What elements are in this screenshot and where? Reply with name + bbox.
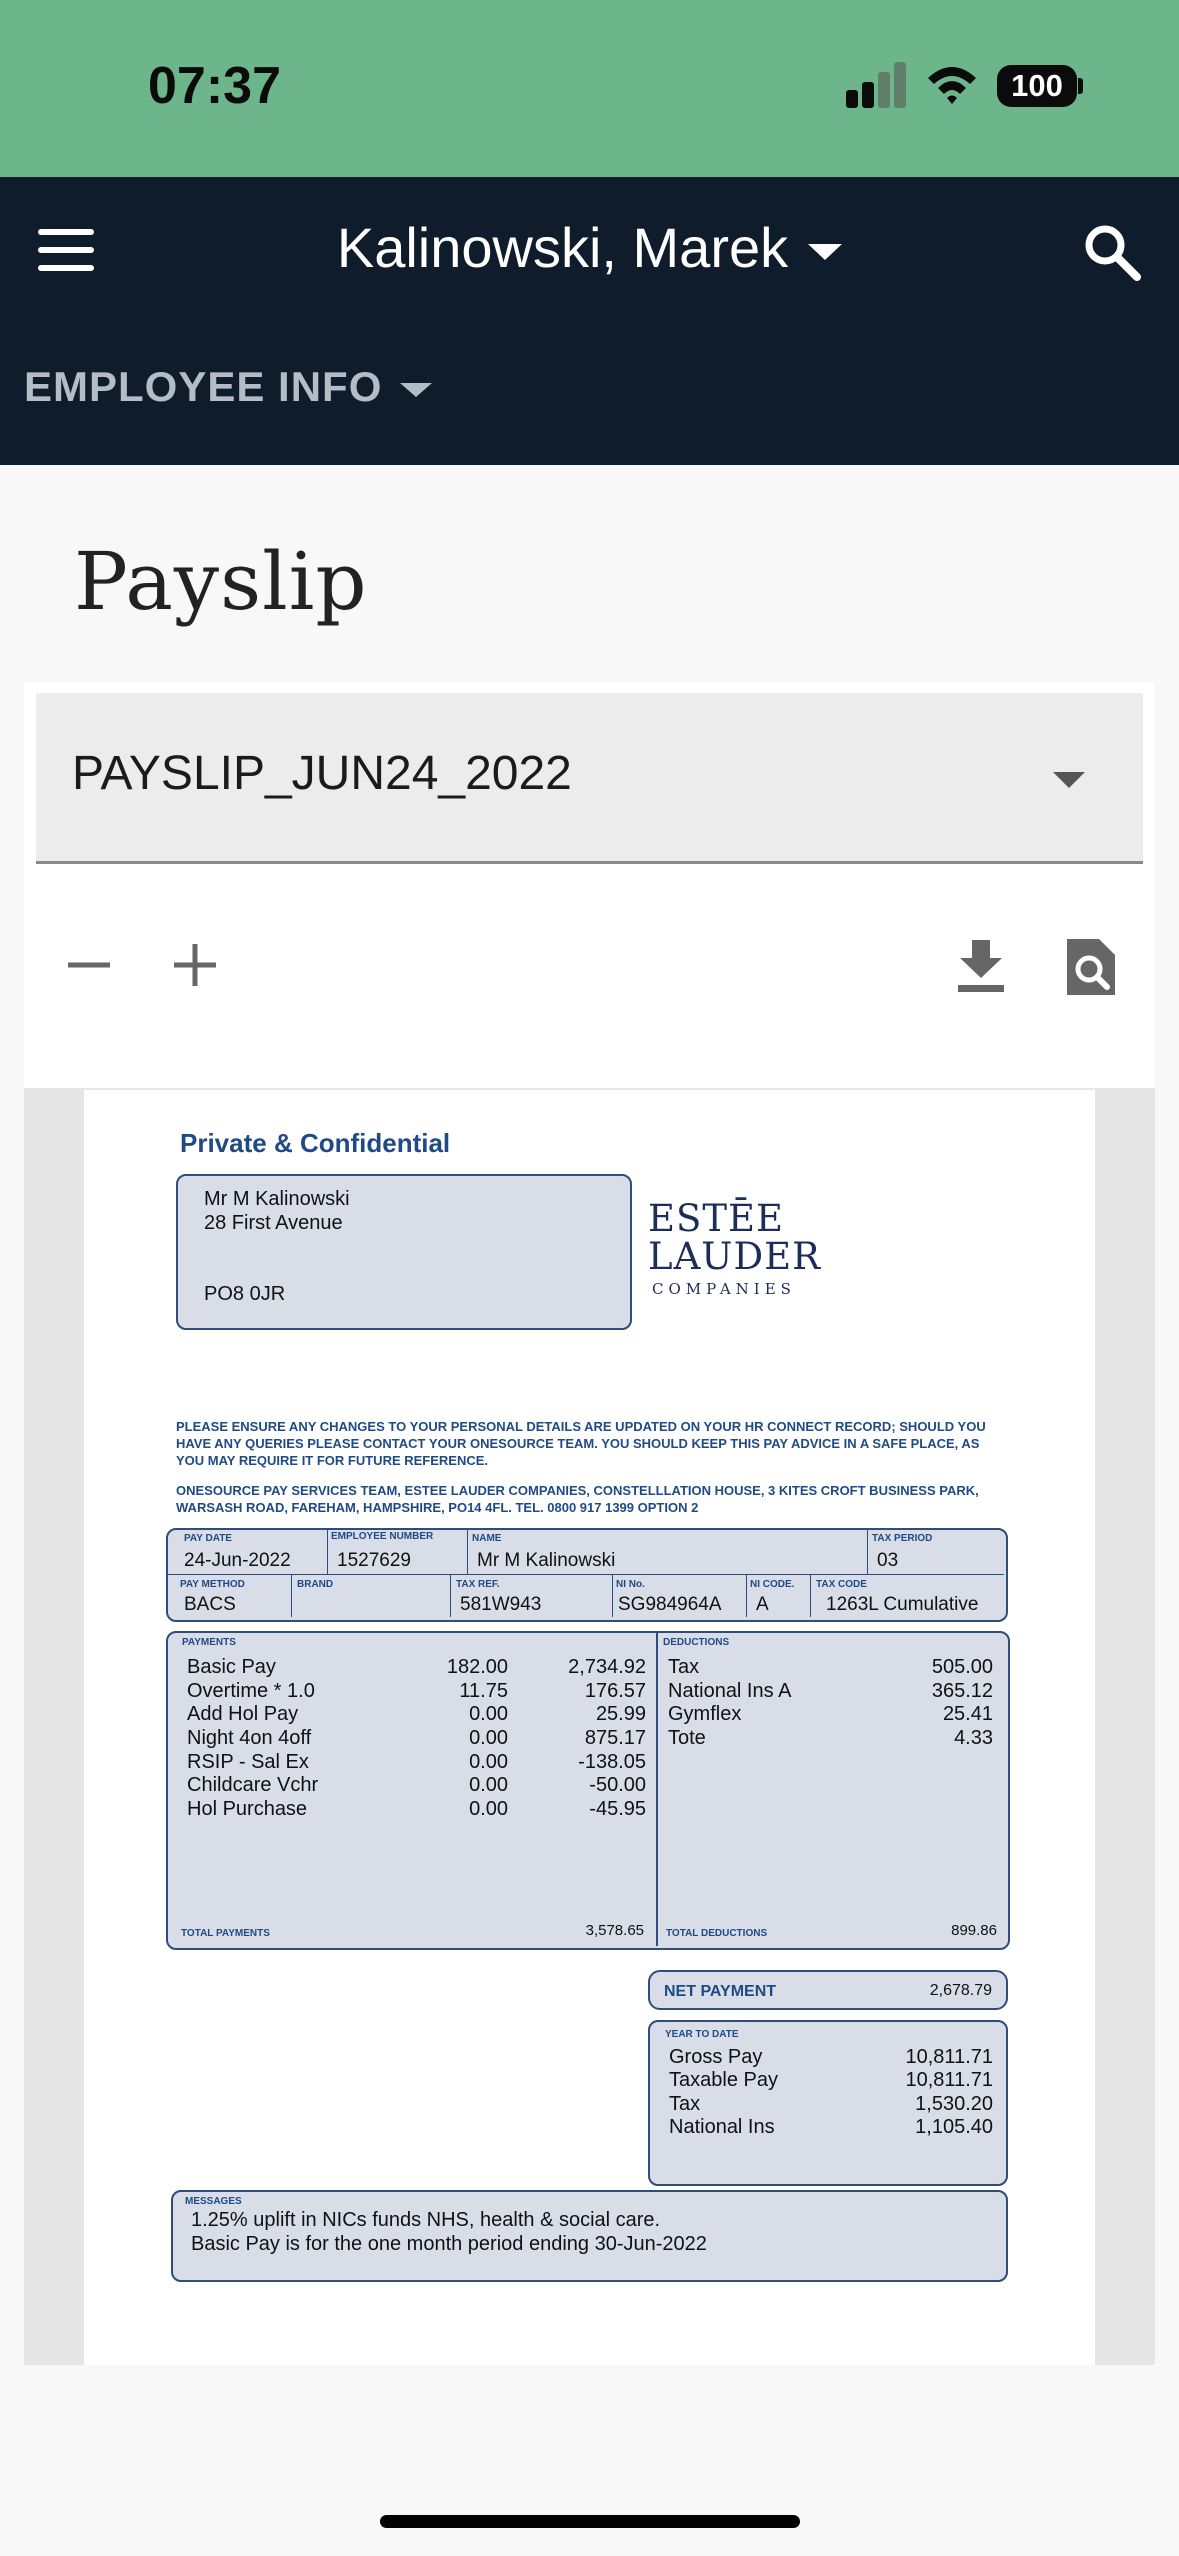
wifi-icon	[926, 62, 978, 108]
battery-icon	[1078, 78, 1083, 94]
deduction-amount: 25.41	[942, 1703, 993, 1725]
notice-text: PLEASE ENSURE ANY CHANGES TO YOUR PERSONAL DETAILS ARE UPDATED ON YOUR HR CONNECT RECORD; SHOULD YOU HAVE ANY QUERIES PLEASE CONTACT YOUR ONESOURCE TEAM. YOU SHOULD KEEP THIS PAY ADVICE IN A SAFE PLACE, AS YOU MAY REQUIRE IT FOR FUTURE REFERENCE.	[176, 1419, 986, 1468]
ytd-desc: Tax	[669, 2093, 701, 2115]
zoom-in-icon[interactable]	[172, 942, 218, 988]
address-line: PO8 0JR	[204, 1283, 286, 1305]
payment-rate: 0.00	[469, 1751, 508, 1773]
ni-number-label: NI No.	[616, 1579, 645, 1590]
payment-amount: 176.57	[584, 1680, 646, 1702]
net-payment-label: NET PAYMENT	[664, 1983, 777, 2000]
grid-divider	[867, 1530, 868, 1574]
deductions-label: DEDUCTIONS	[663, 1637, 730, 1648]
payment-rate: 0.00	[469, 1703, 508, 1725]
net-payment: 2,678.79	[929, 1982, 992, 1999]
payment-amount: 25.99	[595, 1703, 646, 1725]
address-line: Mr M Kalinowski	[204, 1188, 350, 1210]
employee-info-label: EMPLOYEE INFO	[24, 363, 383, 410]
tax-code: 1263L Cumulative	[826, 1594, 979, 1615]
tax-code-label: TAX CODE	[816, 1579, 867, 1590]
tax-period-label: TAX PERIOD	[872, 1533, 933, 1544]
brand-label: BRAND	[297, 1579, 334, 1590]
download-icon[interactable]	[958, 940, 1004, 992]
payments-label: PAYMENTS	[182, 1637, 236, 1648]
grid-divider	[612, 1575, 613, 1617]
total-deductions: 899.86	[951, 1922, 997, 1939]
payment-amount: 875.17	[584, 1727, 646, 1749]
pay-method-label: PAY METHOD	[180, 1579, 245, 1590]
ytd-amount: 1,530.20	[915, 2093, 993, 2115]
tax-period: 03	[877, 1550, 899, 1571]
year-to-date-label: YEAR TO DATE	[665, 2029, 739, 2040]
deduction-amount: 505.00	[931, 1656, 993, 1678]
pay-method: BACS	[184, 1594, 236, 1615]
address-line: 28 First Avenue	[204, 1212, 343, 1234]
ytd-amount: 1,105.40	[915, 2116, 993, 2138]
payment-desc: Overtime * 1.0	[187, 1680, 315, 1702]
employee-info-menu[interactable]	[24, 363, 432, 411]
column-divider	[656, 1633, 658, 1946]
ytd-desc: Gross Pay	[669, 2046, 763, 2068]
employee-selector[interactable]	[0, 215, 1179, 280]
payment-rate: 182.00	[446, 1656, 508, 1678]
deduction-amount: 365.12	[931, 1680, 993, 1702]
tax-ref: 581W943	[460, 1594, 542, 1615]
payment-rate: 11.75	[459, 1680, 508, 1702]
grid-divider	[450, 1575, 451, 1617]
ytd-desc: Taxable Pay	[669, 2069, 778, 2091]
employee-name-field: Mr M Kalinowski	[477, 1550, 616, 1571]
payment-amount: 2,734.92	[568, 1656, 646, 1678]
cellular-signal-icon	[846, 62, 906, 108]
preview-icon[interactable]	[1063, 937, 1117, 997]
dropdown-arrow-icon[interactable]	[1053, 772, 1085, 788]
payment-rate: 0.00	[469, 1798, 508, 1820]
grid-divider	[467, 1530, 468, 1574]
deduction-desc: Gymflex	[668, 1703, 742, 1725]
total-deductions-label: TOTAL DEDUCTIONS	[666, 1928, 768, 1939]
total-payments-label: TOTAL PAYMENTS	[181, 1928, 270, 1939]
message-line: 1.25% uplift in NICs funds NHS, health & social care.	[191, 2209, 661, 2231]
message-line: Basic Pay is for the one month period ending 30-Jun-2022	[191, 2233, 707, 2255]
payment-amount: -50.00	[589, 1774, 646, 1796]
ni-code: A	[756, 1594, 769, 1615]
deduction-desc: Tote	[668, 1727, 706, 1749]
grid-divider	[810, 1575, 811, 1617]
employee-name: Kalinowski, Marek	[336, 216, 789, 279]
payment-desc: Childcare Vchr	[187, 1774, 319, 1796]
contact-text: ONESOURCE PAY SERVICES TEAM, ESTEE LAUDER COMPANIES, CONSTELLLATION HOUSE, 3 KITES CROFT BUSINESS PARK, WARSASH ROAD, FAREHAM, HAMPSHIRE, PO14 4FL. TEL. 0800 917 1399 OPTION 2	[176, 1483, 979, 1515]
ytd-desc: National Ins	[669, 2116, 775, 2138]
ni-number: SG984964A	[618, 1594, 722, 1615]
payment-amount: -138.05	[578, 1751, 646, 1773]
chevron-down-icon	[400, 383, 432, 397]
employee-number-label: EMPLOYEE NUMBER	[331, 1531, 434, 1542]
deduction-desc: Tax	[668, 1656, 700, 1678]
employee-number: 1527629	[337, 1550, 411, 1571]
ytd-amount: 10,811.71	[905, 2046, 993, 2068]
payment-rate: 0.00	[469, 1727, 508, 1749]
status-time: 07:37	[148, 57, 281, 115]
payment-rate: 0.00	[469, 1774, 508, 1796]
zoom-out-icon[interactable]	[66, 942, 112, 988]
grid-divider	[746, 1575, 747, 1617]
total-payments: 3,578.65	[585, 1922, 644, 1939]
grid-divider	[168, 1574, 1004, 1575]
home-indicator[interactable]	[380, 2515, 800, 2528]
grid-divider	[327, 1530, 328, 1574]
deduction-amount: 4.33	[954, 1727, 993, 1749]
deduction-desc: National Ins A	[668, 1680, 792, 1702]
payment-amount: -45.95	[589, 1798, 646, 1820]
payment-desc: RSIP - Sal Ex	[187, 1751, 309, 1773]
page-title: Payslip	[74, 535, 368, 628]
pay-date: 24-Jun-2022	[184, 1550, 291, 1571]
estee-lauder-logo: ESTĒE LAUDER COMPANIES	[648, 1197, 822, 1298]
payslip-select-value: PAYSLIP_JUN24_2022	[72, 747, 572, 800]
confidential-heading: Private & Confidential	[180, 1128, 451, 1158]
grid-divider	[291, 1575, 292, 1617]
payment-desc: Hol Purchase	[187, 1798, 308, 1820]
battery-indicator: 100	[997, 65, 1077, 107]
pay-date-label: PAY DATE	[184, 1533, 232, 1544]
chevron-down-icon	[808, 244, 842, 260]
tax-ref-label: TAX REF.	[456, 1579, 500, 1590]
name-label: NAME	[472, 1533, 502, 1544]
ytd-amount: 10,811.71	[905, 2069, 993, 2091]
payment-desc: Basic Pay	[187, 1656, 276, 1678]
payment-desc: Add Hol Pay	[187, 1703, 299, 1725]
ni-code-label: NI CODE.	[750, 1579, 795, 1590]
payment-desc: Night 4on 4off	[187, 1727, 312, 1749]
messages-label: MESSAGES	[185, 2196, 242, 2207]
search-icon[interactable]	[1082, 222, 1142, 282]
